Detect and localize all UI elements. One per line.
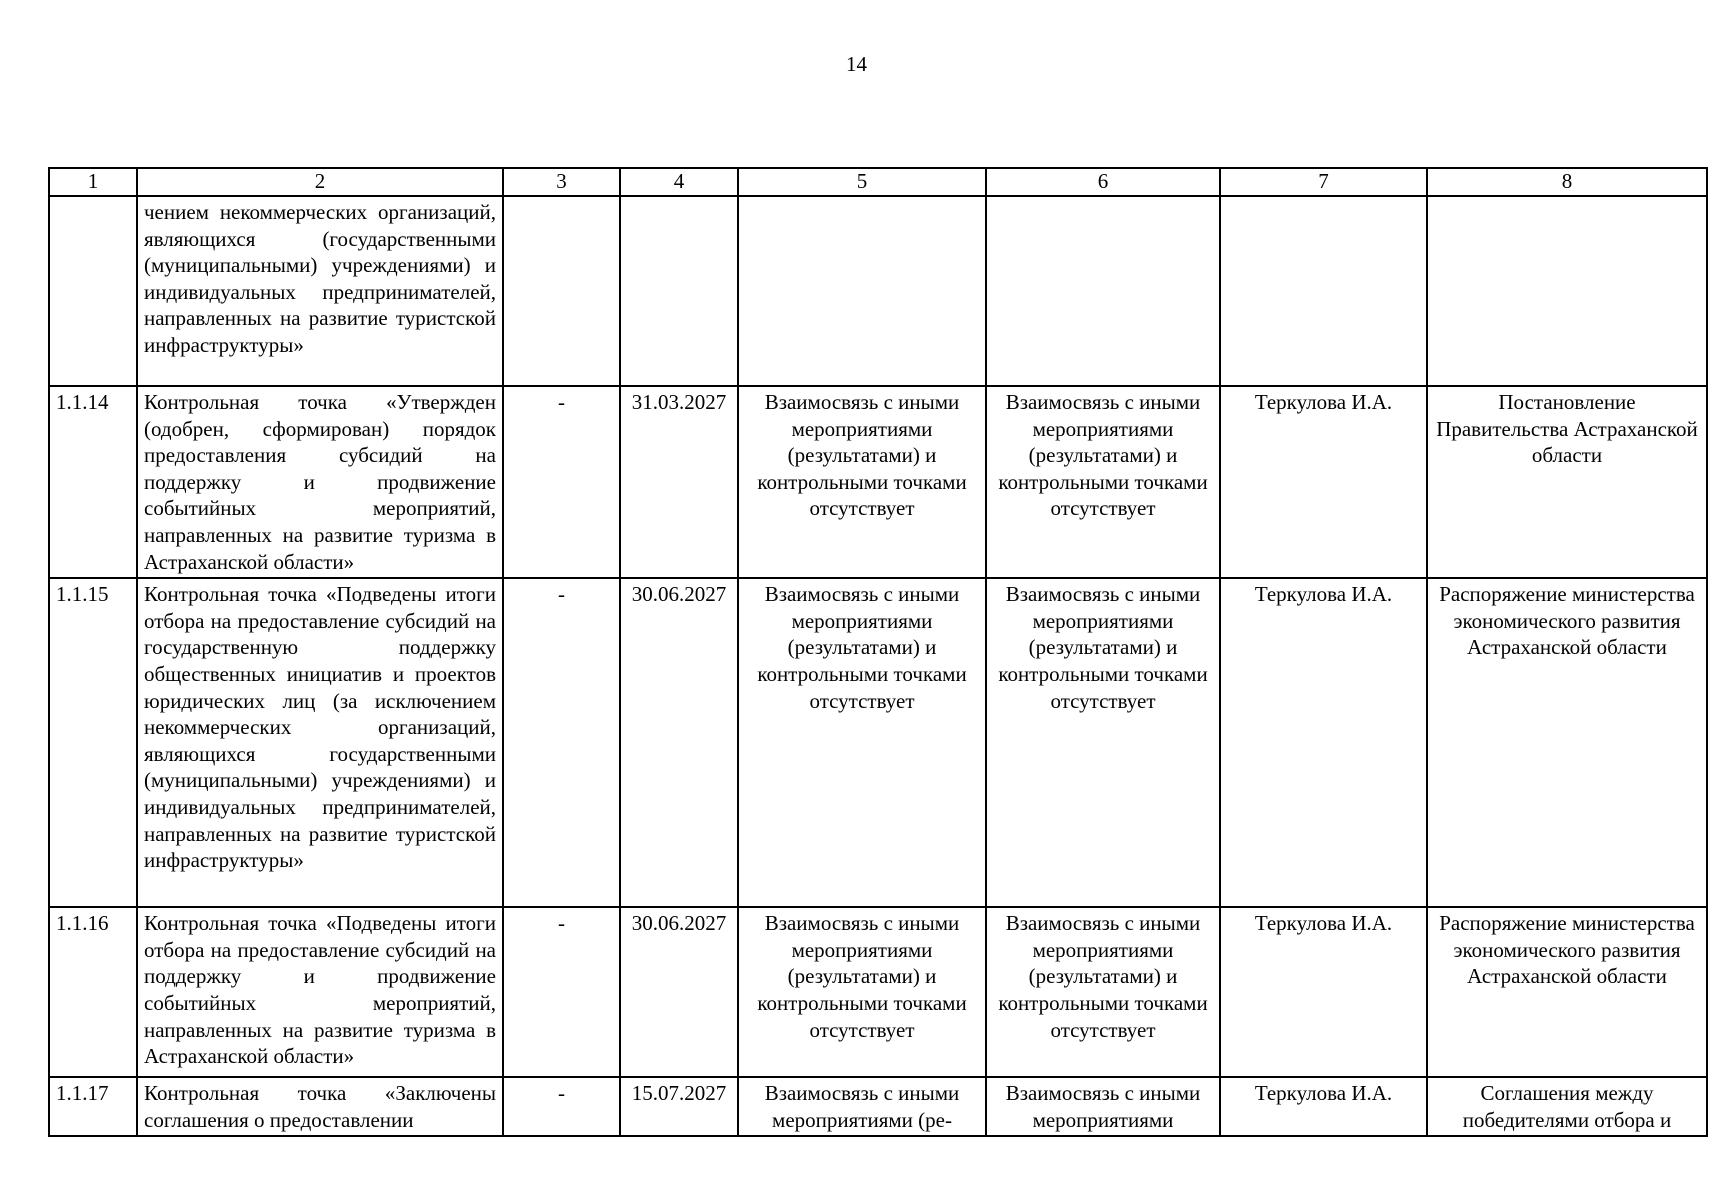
cell-relation-2: Взаимосвязь с иными мероприятиями (результатами) и контрольными точками отсутствует xyxy=(986,578,1220,907)
table-row-1-1-17 xyxy=(49,1077,1707,1136)
cell-number: 1.1.16 xyxy=(49,907,137,1077)
cell-responsible: Теркулова И.А. xyxy=(1220,1077,1427,1136)
cell-col3: - xyxy=(503,907,620,1077)
cell-col3: - xyxy=(503,1077,620,1136)
cell-description: Контрольная точка «Подведены итоги отбора на предоставление субсидий на поддержку и продвижение событийных мероприятий, направленных на развитие туризма в Астраханской области» xyxy=(137,907,503,1077)
header-col-8: 8 xyxy=(1427,168,1707,196)
cell-document: Распоряжение министерства экономического развития Астраханской области xyxy=(1427,907,1707,1077)
cell-description: Контрольная точка «Заключены соглашения о предоставлении xyxy=(137,1077,503,1136)
table-row-1-1-14 xyxy=(49,386,1707,578)
cell-relation-1: Взаимосвязь с иными мероприятиями (результатами) и контрольными точками отсутствует xyxy=(738,386,986,578)
table-row-continuation xyxy=(49,196,1707,386)
cell-relation-1: Взаимосвязь с иными мероприятиями (результатами) и контрольными точками отсутствует xyxy=(738,907,986,1077)
cell-date xyxy=(620,196,738,386)
cell-number: 1.1.14 xyxy=(49,386,137,578)
cell-relation-1: Взаимосвязь с иными мероприятиями (ре- xyxy=(738,1077,986,1136)
cell-responsible: Теркулова И.А. xyxy=(1220,907,1427,1077)
cell-description: Контрольная точка «Подведены итоги отбора на предоставление субсидий на государственную поддержку общественных инициатив и проектов юридических лиц (за исключением некоммерческих организаций, являющихся государственными (муниципальными) учреждениями) и индивидуальных предпринимателей, направленных на развитие туристской инфраструктуры» xyxy=(137,578,503,907)
cell-number xyxy=(49,196,137,386)
cell-relation-2: Взаимосвязь с иными мероприятиями xyxy=(986,1077,1220,1136)
cell-col3 xyxy=(503,196,620,386)
table-header-row xyxy=(49,168,1707,196)
page-number: 14 xyxy=(846,52,867,76)
cell-relation-2: Взаимосвязь с иными мероприятиями (результатами) и контрольными точками отсутствует xyxy=(986,907,1220,1077)
cell-date: 31.03.2027 xyxy=(620,386,738,578)
cell-document: Распоряжение министерства экономического развития Астраханской области xyxy=(1427,578,1707,907)
header-col-4: 4 xyxy=(620,168,738,196)
cell-col3: - xyxy=(503,578,620,907)
header-col-7: 7 xyxy=(1220,168,1427,196)
cell-date: 15.07.2027 xyxy=(620,1077,738,1136)
header-col-1: 1 xyxy=(49,168,137,196)
cell-document: Постановление Правительства Астраханской области xyxy=(1427,386,1707,578)
cell-responsible xyxy=(1220,196,1427,386)
header-col-6: 6 xyxy=(986,168,1220,196)
header-col-3: 3 xyxy=(503,168,620,196)
cell-description: чением некоммерческих организаций, являющихся (государственными (муниципальными) учреждениями) и индивидуальных предпринимателей, направленных на развитие туристской инфраструктуры» xyxy=(137,196,503,386)
cell-date: 30.06.2027 xyxy=(620,578,738,907)
header-col-2: 2 xyxy=(137,168,503,196)
cell-col3: - xyxy=(503,386,620,578)
cell-relation-2 xyxy=(986,196,1220,386)
cell-date: 30.06.2027 xyxy=(620,907,738,1077)
cell-relation-1 xyxy=(738,196,986,386)
cell-responsible: Теркулова И.А. xyxy=(1220,578,1427,907)
cell-document xyxy=(1427,196,1707,386)
cell-relation-1: Взаимосвязь с иными мероприятиями (результатами) и контрольными точками отсутствует xyxy=(738,578,986,907)
cell-relation-2: Взаимосвязь с иными мероприятиями (результатами) и контрольными точками отсутствует xyxy=(986,386,1220,578)
cell-number: 1.1.17 xyxy=(49,1077,137,1136)
cell-responsible: Теркулова И.А. xyxy=(1220,386,1427,578)
table-row-1-1-16 xyxy=(49,907,1707,1077)
cell-description: Контрольная точка «Утвержден (одобрен, сформирован) порядок предоставления субсидий на поддержку и продвижение событийных мероприятий, направленных на развитие туризма в Астраханской области» xyxy=(137,386,503,578)
cell-document: Соглашения между победителями отбора и xyxy=(1427,1077,1707,1136)
header-col-5: 5 xyxy=(738,168,986,196)
cell-number: 1.1.15 xyxy=(49,578,137,907)
table-row-1-1-15 xyxy=(49,578,1707,907)
control-points-table xyxy=(48,167,1708,1137)
